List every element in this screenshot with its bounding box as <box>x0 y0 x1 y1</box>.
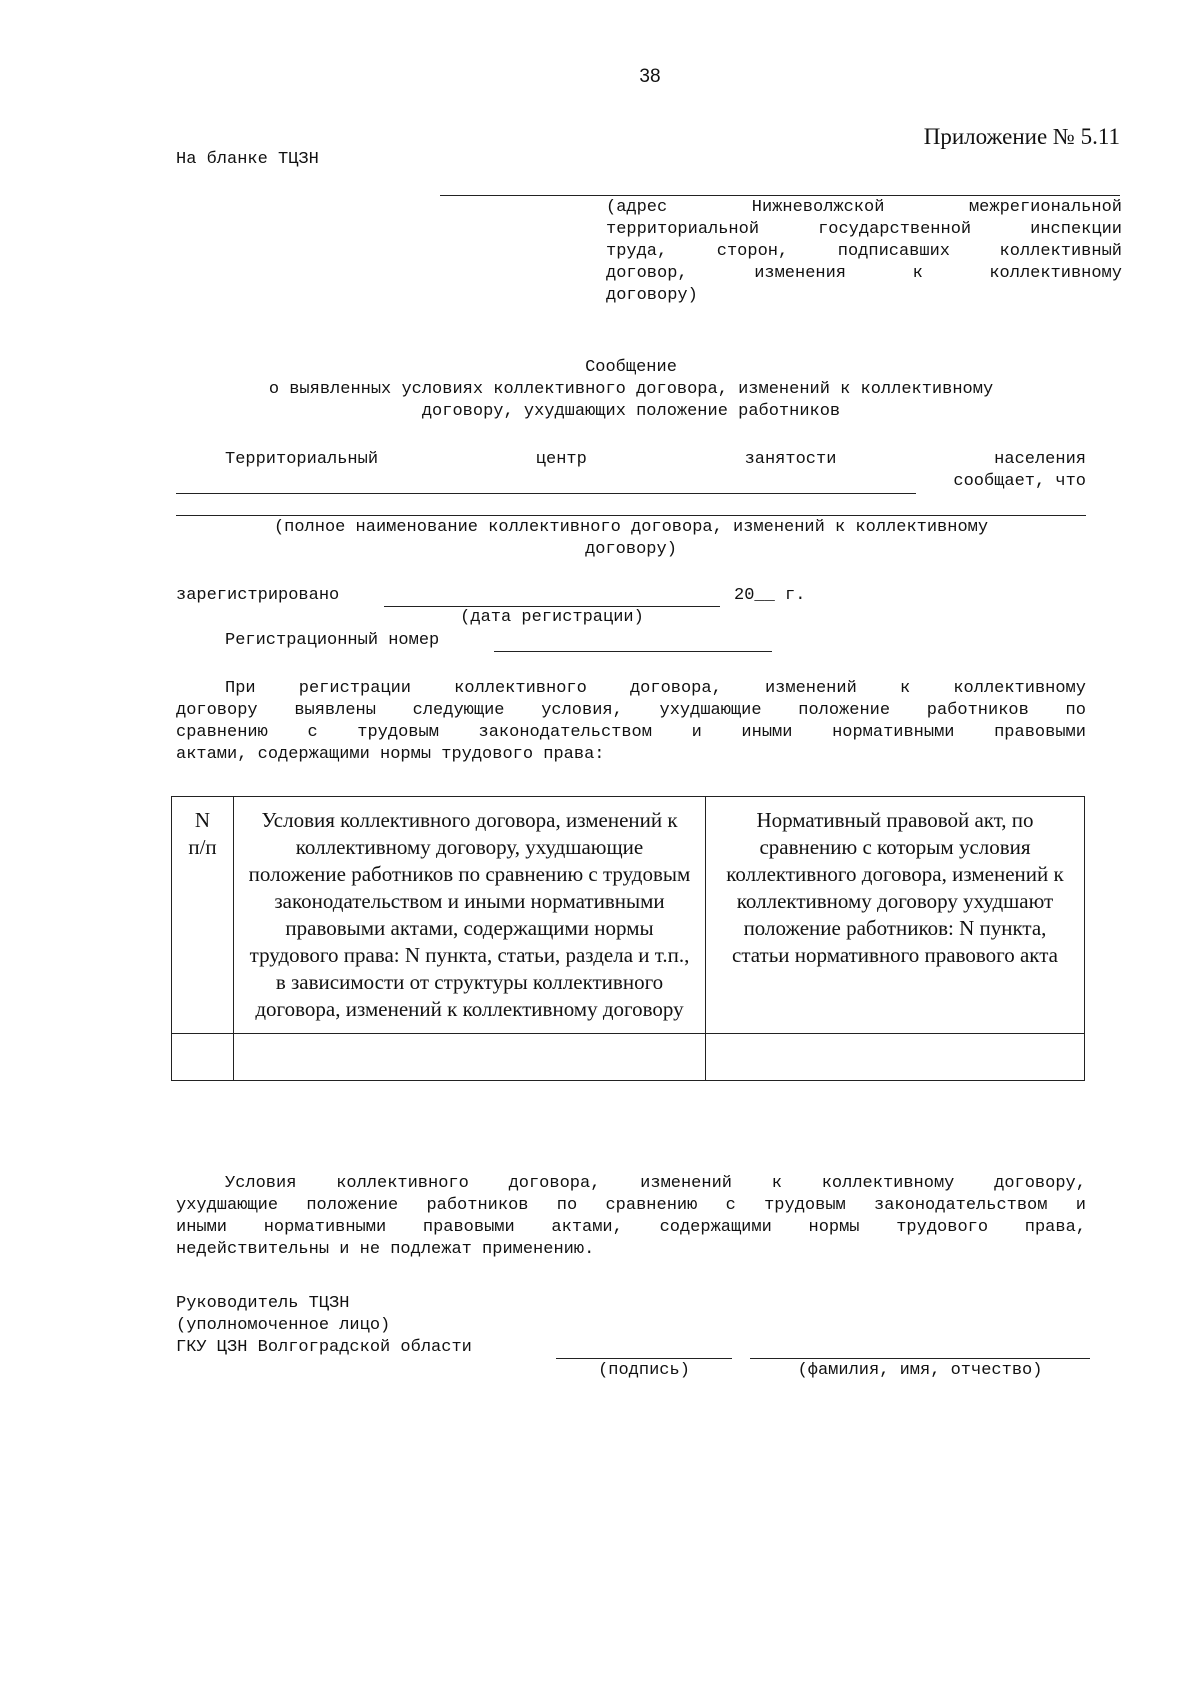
appendix-label: Приложение № 5.11 <box>923 124 1120 149</box>
intro-suffix: сообщает, что <box>953 472 1086 491</box>
signatory-authorized: (уполномоченное лицо) <box>176 1316 391 1335</box>
signature-caption: (подпись) <box>598 1361 690 1380</box>
intro-words: Территориальный центр занятости населения <box>225 450 1086 469</box>
center-name-blank <box>176 493 916 494</box>
address-line-3: труда, сторон, подписавших коллективный <box>606 242 1122 261</box>
col-number-header: N п/п <box>172 797 234 1034</box>
paragraph-violations-intro: При регистрации коллективного договора, изменений к коллективному договору выявлены следующие условия, ухудшающие положение работников по сравнению с трудовым законодательством и иными нормативными правовыми актами, содержащими нормы трудового права: <box>176 679 1086 764</box>
document-title: Сообщение о выявленных условиях коллективного договора, изменений к коллективному договору, ухудшающих положение работников <box>268 358 994 421</box>
page-number: 38 <box>639 66 661 87</box>
full-name-blank <box>750 1358 1090 1359</box>
conditions-table <box>171 796 1085 1081</box>
agreement-caption: (полное наименование коллективного договора, изменений к коллективному договору) <box>273 518 989 559</box>
col-legal-act-header: Нормативный правовой акт, по сравнению с которым условия коллективного договора, изменений к коллективному договору ухудшают положение работников: N пункта, статьи нормативного правового акта <box>706 797 1085 1034</box>
address-line-5: договору) <box>606 286 698 305</box>
address-line-1: (адрес Нижневолжской межрегиональной <box>606 198 1122 217</box>
agreement-name-blank <box>176 515 1086 516</box>
address-line-4: договор, изменения к коллективному <box>606 264 1122 283</box>
registration-year: 20__ г. <box>734 586 806 605</box>
full-name-caption: (фамилия, имя, отчество) <box>797 1361 1043 1380</box>
letterhead-note: На бланке ТЦЗН <box>176 150 319 169</box>
table-cell <box>172 1034 234 1081</box>
address-line-2: территориальной государственной инспекции <box>606 220 1122 239</box>
table-row <box>172 1034 1085 1081</box>
table-cell <box>234 1034 706 1081</box>
signature-blank <box>556 1358 732 1359</box>
signatory-block <box>176 1293 472 1359</box>
table-header-row <box>172 797 1085 1034</box>
registration-number-label: Регистрационный номер <box>225 631 440 650</box>
registration-number-blank <box>494 651 772 652</box>
table-cell <box>706 1034 1085 1081</box>
registered-label: зарегистрировано <box>176 586 340 605</box>
date-caption: (дата регистрации) <box>460 608 644 627</box>
paragraph-invalid-conditions: Условия коллективного договора, изменений к коллективному договору, ухудшающие положение работников по сравнению с трудовым законодательством и иными нормативными правовыми актами, содержащими нормы трудового права, недействительны и не подлежат применению. <box>176 1174 1086 1259</box>
address-block <box>606 197 1122 307</box>
signatory-organization: ГКУ ЦЗН Волгоградской области <box>176 1338 472 1357</box>
col-conditions-header: Условия коллективного договора, изменений к коллективному договору, ухудшающие положение работников по сравнению с трудовым законодательством и иными нормативными правовыми актами, содержащими нормы трудового права: N пункта, статьи, раздела и т.п., в зависимости от структуры коллективного договора, изменений к коллективному договору <box>234 797 706 1034</box>
signatory-title: Руководитель ТЦЗН <box>176 1294 350 1313</box>
address-line <box>440 195 1120 196</box>
